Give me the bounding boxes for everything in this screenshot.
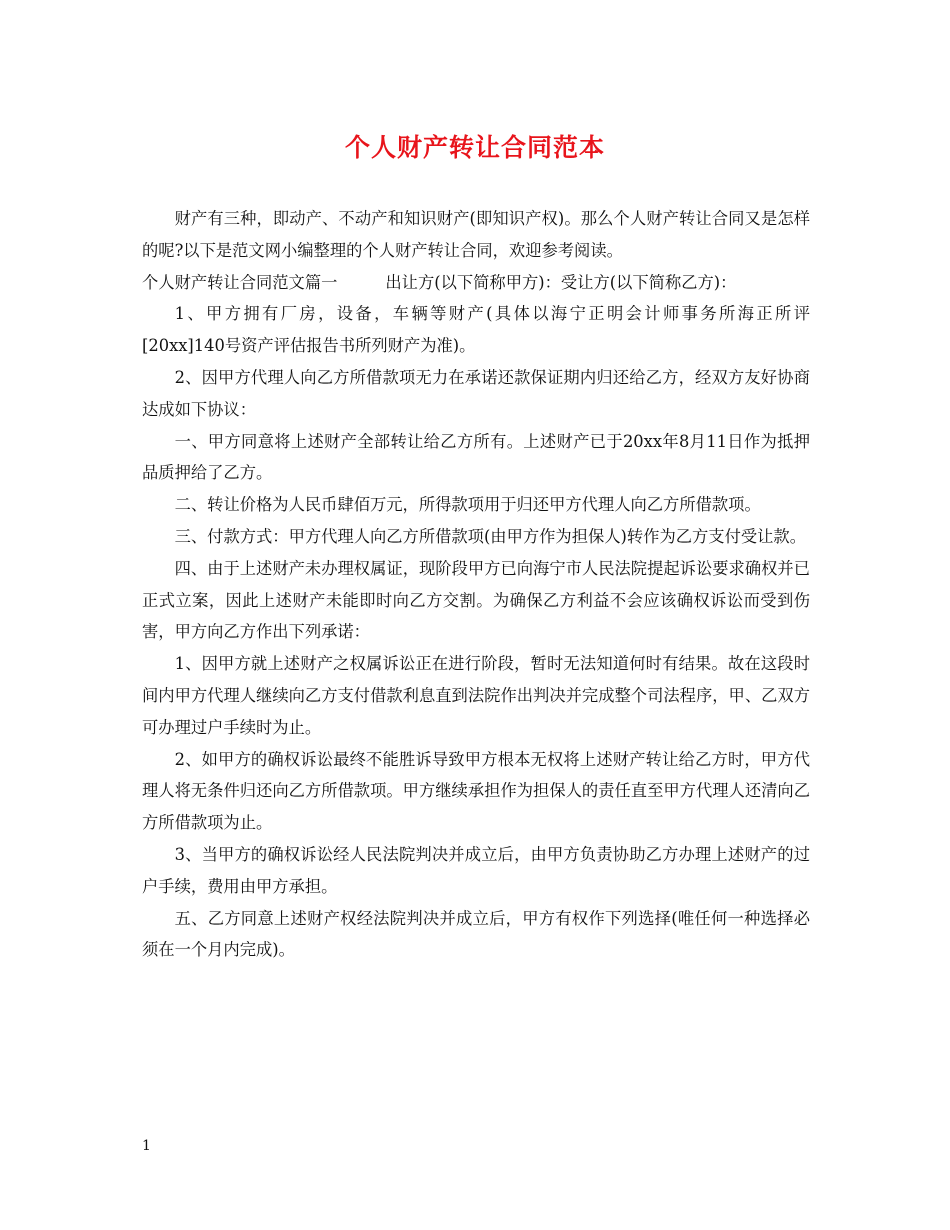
paragraph-clause: 二、转让价格为人民币肆佰万元，所得款项用于归还甲方代理人向乙方所借款项。 bbox=[174, 495, 761, 515]
document-title: 个人财产转让合同范本 bbox=[344, 133, 605, 162]
paragraph-clause: 2、因甲方代理人向乙方所借款项无力在承诺还款保证期内归还给乙方，经双方友好协商达成如下协议： bbox=[142, 367, 810, 419]
paragraph-intro: 财产有三种，即动产、不动产和知识财产(即知识产权)。那么个人财产转让合同又是怎样的呢?以下是范文网小编整理的个人财产转让合同，欢迎参考阅读。 bbox=[142, 209, 810, 260]
paragraph-clause: 1、因甲方就上述财产之权属诉讼正在进行阶段，暂时无法知道何时有结果。故在这段时间内甲方代理人继续向乙方支付借款利息直到法院作出判决并完成整个司法程序，甲、乙双方可办理过户手续时为止。 bbox=[142, 654, 810, 737]
contract-heading-line bbox=[142, 267, 810, 299]
paragraph-clause: 五、乙方同意上述财产权经法院判决并成立后，甲方有权作下列选择(唯任何一种选择必须在一个月内完成)。 bbox=[142, 908, 810, 960]
document-body bbox=[142, 203, 810, 966]
page-number: 1 bbox=[142, 1138, 151, 1154]
paragraph-clause: 一、甲方同意将上述财产全部转让给乙方所有。上述财产已于20xx年8月11日作为抵押品质押给了乙方。 bbox=[142, 431, 810, 483]
contract-heading: 个人财产转让合同范文篇一 bbox=[142, 272, 338, 292]
paragraph-clause: 2、如甲方的确权诉讼最终不能胜诉导致甲方根本无权将上述财产转让给乙方时，甲方代理人将无条件归还向乙方所借款项。甲方继续承担作为担保人的责任直至甲方代理人还清向乙方所借款项为止。 bbox=[142, 749, 810, 833]
parties-line: 出让方(以下简称甲方)：受让方(以下简称乙方)： bbox=[385, 272, 737, 292]
paragraph-clause: 3、当甲方的确权诉讼经人民法院判决并成立后，由甲方负责协助乙方办理上述财产的过户手续，费用由甲方承担。 bbox=[142, 844, 810, 896]
paragraph-clause: 1、甲方拥有厂房，设备，车辆等财产(具体以海宁正明会计师事务所海正所评[20xx]140号资产评估报告书所列财产为准)。 bbox=[142, 304, 810, 356]
paragraph-clause: 三、付款方式：甲方代理人向乙方所借款项(由甲方作为担保人)转作为乙方支付受让款。 bbox=[174, 526, 806, 546]
paragraph-clause: 四、由于上述财产未办理权属证，现阶段甲方已向海宁市人民法院提起诉讼要求确权并已正式立案，因此上述财产未能即时向乙方交割。为确保乙方利益不会应该确权诉讼而受到伤害，甲方向乙方作出下列承诺： bbox=[142, 558, 810, 642]
